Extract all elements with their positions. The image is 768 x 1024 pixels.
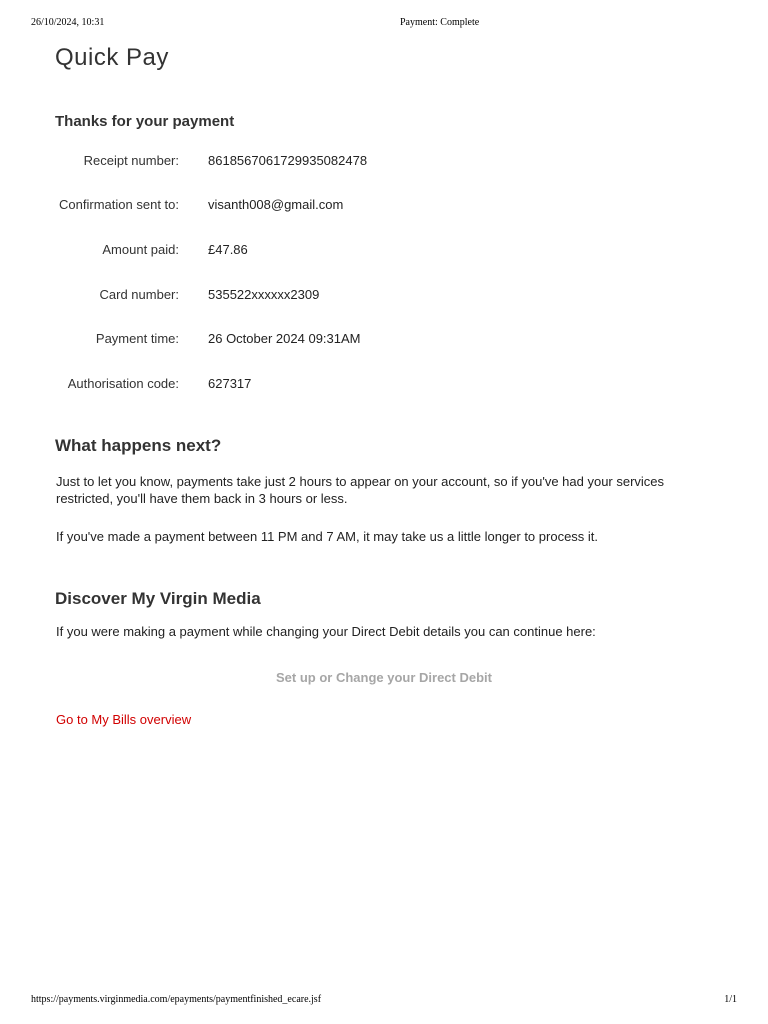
amount-paid-label: Amount paid: <box>102 242 179 257</box>
bills-overview-link[interactable]: Go to My Bills overview <box>56 712 192 727</box>
receipt-row-auth <box>56 376 716 396</box>
overnight-payment-text: If you've made a payment between 11 PM and 7 AM, it may take us a little longer to process it. <box>56 529 599 544</box>
receipt-row-time <box>56 331 716 351</box>
discover-heading: Discover My Virgin Media <box>55 589 261 608</box>
receipt-row-receipt-number <box>56 153 716 173</box>
print-datetime: 26/10/2024, 10:31 <box>31 17 105 28</box>
what-happens-next-heading: What happens next? <box>55 436 222 455</box>
payment-time-label: Payment time: <box>95 331 179 346</box>
card-number-value: 535522xxxxxx2309 <box>208 287 320 302</box>
processing-time-text: Just to let you know, payments take just 2 hours to appear on your account, so if you've had your services restricted, you'll have them back in 3 hours or less. <box>56 474 665 506</box>
auth-code-label: Authorisation code: <box>67 376 179 391</box>
confirmation-label: Confirmation sent to: <box>59 197 179 212</box>
page-title: Quick Pay <box>55 44 169 71</box>
receipt-row-card <box>56 287 716 307</box>
print-url: https://payments.virginmedia.com/epayments/paymentfinished_ecare.jsf <box>31 994 322 1005</box>
print-header <box>0 17 768 31</box>
receipt-row-amount <box>56 242 716 262</box>
print-doc-title: Payment: Complete <box>400 17 480 28</box>
amount-paid-value: £47.86 <box>208 242 248 257</box>
thanks-heading: Thanks for your payment <box>55 113 235 130</box>
payment-time-value: 26 October 2024 09:31AM <box>208 331 361 346</box>
receipt-number-value: 8618567061729935082478 <box>208 153 368 168</box>
card-number-label: Card number: <box>99 287 179 302</box>
confirmation-value: visanth008@gmail.com <box>208 197 344 212</box>
print-footer <box>0 994 768 1008</box>
receipt-number-label: Receipt number: <box>83 153 179 168</box>
print-page-count: 1/1 <box>724 994 737 1005</box>
direct-debit-text: If you were making a payment while changing your Direct Debit details you can continue here: <box>56 624 596 639</box>
receipt-row-confirmation <box>56 197 716 217</box>
auth-code-value: 627317 <box>208 376 252 391</box>
direct-debit-button[interactable]: Set up or Change your Direct Debit <box>276 670 492 685</box>
